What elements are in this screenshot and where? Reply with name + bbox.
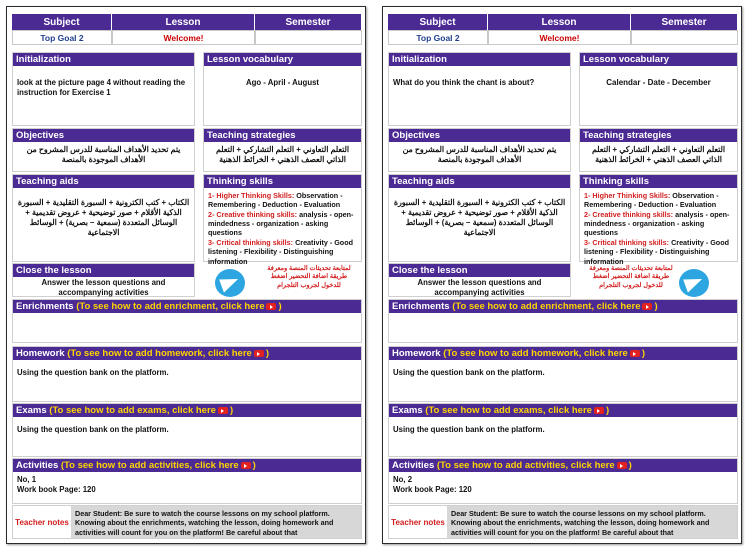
enrichments-link[interactable]: (To see how to add enrichment, click here	[452, 301, 641, 312]
exams-title: Exams	[392, 405, 423, 416]
activities-link[interactable]: (To see how to add activities, click here	[436, 460, 615, 471]
header-values	[12, 30, 362, 45]
subject-value: Top Goal 2	[388, 30, 488, 45]
initialization-text: What do you think the chant is about?	[393, 78, 535, 87]
semester-label: Semester	[631, 14, 738, 30]
teacher-notes-text: Dear Student: Be sure to watch the course lessons on my school platform. Knowing about the enrichments, watching the lesson, doing homework and activities will count for you on the platform! Be careful about that	[447, 506, 737, 538]
creative-skills-label: 2- Creative thinking skills:	[584, 209, 674, 219]
enrichments-title: Enrichments	[392, 301, 450, 312]
youtube-play-icon[interactable]	[617, 462, 627, 469]
homework-box	[12, 346, 362, 402]
vocabulary-box	[203, 52, 362, 126]
telegram-promo-text: لمتابعة تحديثات المنصة ومعرفة طريقة اضافة التحضير اضغط للدخول لجروب التلجرام	[267, 265, 351, 289]
enrichments-title: Enrichments	[16, 301, 74, 312]
objectives-title: Objectives	[13, 129, 194, 142]
youtube-play-icon[interactable]	[630, 350, 640, 357]
objectives-text: يتم تحديد الأهداف المناسبة للدرس المشروح من الأهداف الموجودة بالمنصة	[402, 145, 557, 165]
higher-skills-text: Observation - Remembering - Deduction - Evaluation	[584, 191, 719, 210]
telegram-icon[interactable]	[211, 269, 249, 297]
strategies-text: التعلم التعاوني + التعلم التشاركي + التعلم الذاتي العصف الذهني + الخرائط الذهنية	[591, 145, 726, 165]
exams-link[interactable]: (To see how to add exams, click here	[425, 405, 592, 416]
semester-value	[631, 30, 738, 45]
higher-skills-label: 1- Higher Thinking Skills:	[208, 191, 295, 200]
higher-skills-text: Observation - Remembering - Deduction - Evaluation	[208, 191, 343, 210]
close-lesson-text: Answer the lesson questions and accompanying activities	[417, 278, 542, 298]
header-labels	[388, 14, 738, 30]
enrichments-bar: Enrichments (To see how to add enrichment, click here )	[389, 300, 737, 313]
telegram-promo-text: لمتابعة تحديثات المنصة ومعرفة طريقة اضافة التحضير اضغط للدخول لجروب التلجرام	[589, 265, 673, 289]
objectives-box	[12, 128, 195, 172]
vocabulary-title: Lesson vocabulary	[580, 53, 737, 66]
exams-title: Exams	[16, 405, 47, 416]
vocabulary-box	[579, 52, 738, 126]
header-values	[388, 30, 738, 45]
strategies-box	[579, 128, 738, 172]
activities-title: Activities	[392, 460, 435, 471]
creative-skills-text: analysis - open-mindedness - organization - asking questions	[208, 209, 354, 238]
teacher-notes-text: Dear Student: Be sure to watch the course lessons on my school platform. Knowing about the enrichments, watching the lesson, doing homework and activities will count for you on the platform! Be careful about that	[71, 506, 361, 538]
strategies-box	[203, 128, 362, 172]
critical-skills-label: 3- Critical thinking skills:	[208, 237, 294, 247]
initialization-title: Initialization	[389, 53, 570, 66]
exams-text: Using the question bank on the platform.	[17, 425, 169, 434]
initialization-box	[388, 52, 571, 126]
enrichments-box	[388, 299, 738, 343]
exams-box	[12, 403, 362, 457]
activities-box	[12, 458, 362, 504]
objectives-title: Objectives	[389, 129, 570, 142]
enrichments-box	[12, 299, 362, 343]
higher-skills-label: 1- Higher Thinking Skills:	[584, 191, 671, 200]
lesson-label: Lesson	[112, 14, 255, 30]
objectives-text: يتم تحديد الأهداف المناسبة للدرس المشروح من الأهداف الموجودة بالمنصة	[26, 145, 181, 165]
critical-skills-text: Creativity - Good listening - Flexibility - Distinguishing information	[208, 237, 353, 266]
exams-text: Using the question bank on the platform.	[393, 425, 545, 434]
header-labels	[12, 14, 362, 30]
lesson-plan-page-2	[382, 6, 742, 544]
vocabulary-text: Ago - April - August	[245, 78, 320, 87]
activity-number: No, 2	[393, 475, 413, 484]
creative-skills-text: analysis - open-mindedness - organization - asking questions	[584, 209, 730, 238]
initialization-box	[12, 52, 195, 126]
close-lesson-title: Close the lesson	[13, 264, 194, 277]
aids-box	[12, 174, 195, 262]
vocabulary-title: Lesson vocabulary	[204, 53, 361, 66]
vocabulary-text: Calendar - Date - December	[606, 78, 711, 87]
aids-text: الكتاب + كتب الكترونية + السبورة التقليدية + السبورة الذكية الأقلام + صور توضيحية + عروض تقديمية + الوسائل المتعددة (سمعية – بصرية) + الوسائط الاجتماعية	[17, 198, 190, 238]
activities-bar: Activities (To see how to add activities, click here )	[13, 459, 361, 472]
creative-skills-label: 2- Creative thinking skills:	[208, 209, 298, 219]
activities-box	[388, 458, 738, 504]
semester-label: Semester	[255, 14, 362, 30]
skills-title: Thinking skills	[204, 175, 361, 188]
subject-label: Subject	[388, 14, 488, 30]
lesson-label: Lesson	[488, 14, 631, 30]
homework-title: Homework	[16, 348, 65, 359]
activities-title: Activities	[16, 460, 59, 471]
exams-box	[388, 403, 738, 457]
homework-bar: Homework (To see how to add homework, click here )	[389, 347, 737, 360]
close-lesson-text: Answer the lesson questions and accompanying activities	[41, 278, 166, 298]
lesson-plan-page-1	[6, 6, 366, 544]
telegram-icon[interactable]	[675, 269, 713, 297]
workbook-page: Work book Page: 120	[17, 485, 96, 495]
youtube-play-icon[interactable]	[642, 303, 652, 310]
exams-link[interactable]: (To see how to add exams, click here	[49, 405, 216, 416]
teacher-notes-label: Teacher notes	[13, 506, 71, 538]
homework-link[interactable]: (To see how to add homework, click here	[67, 348, 252, 359]
youtube-play-icon[interactable]	[241, 462, 251, 469]
teacher-notes-row	[388, 505, 738, 539]
teacher-notes-label: Teacher notes	[389, 506, 447, 538]
strategies-text: التعلم التعاوني + التعلم التشاركي + التعلم الذاتي العصف الذهني + الخرائط الذهنية	[215, 145, 350, 165]
skills-title: Thinking skills	[580, 175, 737, 188]
homework-bar: Homework (To see how to add homework, click here )	[13, 347, 361, 360]
close-lesson-box	[12, 263, 195, 297]
workbook-page: Work book Page: 120	[393, 485, 472, 495]
critical-skills-label: 3- Critical thinking skills:	[584, 237, 670, 247]
youtube-play-icon[interactable]	[254, 350, 264, 357]
youtube-play-icon[interactable]	[594, 407, 604, 414]
subject-value: Top Goal 2	[12, 30, 112, 45]
exams-bar: Exams (To see how to add exams, click here )	[13, 404, 361, 417]
homework-title: Homework	[392, 348, 441, 359]
telegram-promo[interactable]	[203, 247, 362, 299]
subject-label: Subject	[12, 14, 112, 30]
aids-title: Teaching aids	[389, 175, 570, 188]
lesson-value: Welcome!	[488, 30, 631, 45]
semester-value	[255, 30, 362, 45]
activities-link[interactable]: (To see how to add activities, click here	[60, 460, 239, 471]
exams-bar: Exams (To see how to add exams, click here )	[389, 404, 737, 417]
objectives-box	[388, 128, 571, 172]
strategies-title: Teaching strategies	[204, 129, 361, 142]
aids-text: الكتاب + كتب الكترونية + السبورة التقليدية + السبورة الذكية الأقلام + صور توضيحية + عروض تقديمية + الوسائل المتعددة (سمعية – بصرية) + الوسائط الاجتماعية	[393, 198, 566, 238]
homework-link[interactable]: (To see how to add homework, click here	[443, 348, 628, 359]
initialization-title: Initialization	[13, 53, 194, 66]
close-lesson-title: Close the lesson	[389, 264, 570, 277]
initialization-text: look at the picture page 4 without reading the instruction for Exercise 1	[17, 78, 186, 98]
close-lesson-box	[388, 263, 571, 297]
critical-skills-text: Creativity - Good listening - Flexibility - Distinguishing information	[584, 237, 729, 266]
aids-title: Teaching aids	[13, 175, 194, 188]
teacher-notes-row	[12, 505, 362, 539]
telegram-promo[interactable]	[579, 247, 738, 299]
activities-bar: Activities (To see how to add activities, click here )	[389, 459, 737, 472]
enrichments-link[interactable]: (To see how to add enrichment, click here	[76, 301, 265, 312]
homework-box	[388, 346, 738, 402]
homework-text: Using the question bank on the platform.	[393, 368, 545, 377]
strategies-title: Teaching strategies	[580, 129, 737, 142]
youtube-play-icon[interactable]	[266, 303, 276, 310]
homework-text: Using the question bank on the platform.	[17, 368, 169, 377]
lesson-value: Welcome!	[112, 30, 255, 45]
enrichments-bar: Enrichments (To see how to add enrichment, click here )	[13, 300, 361, 313]
youtube-play-icon[interactable]	[218, 407, 228, 414]
activity-number: No, 1	[17, 475, 37, 484]
aids-box	[388, 174, 571, 262]
